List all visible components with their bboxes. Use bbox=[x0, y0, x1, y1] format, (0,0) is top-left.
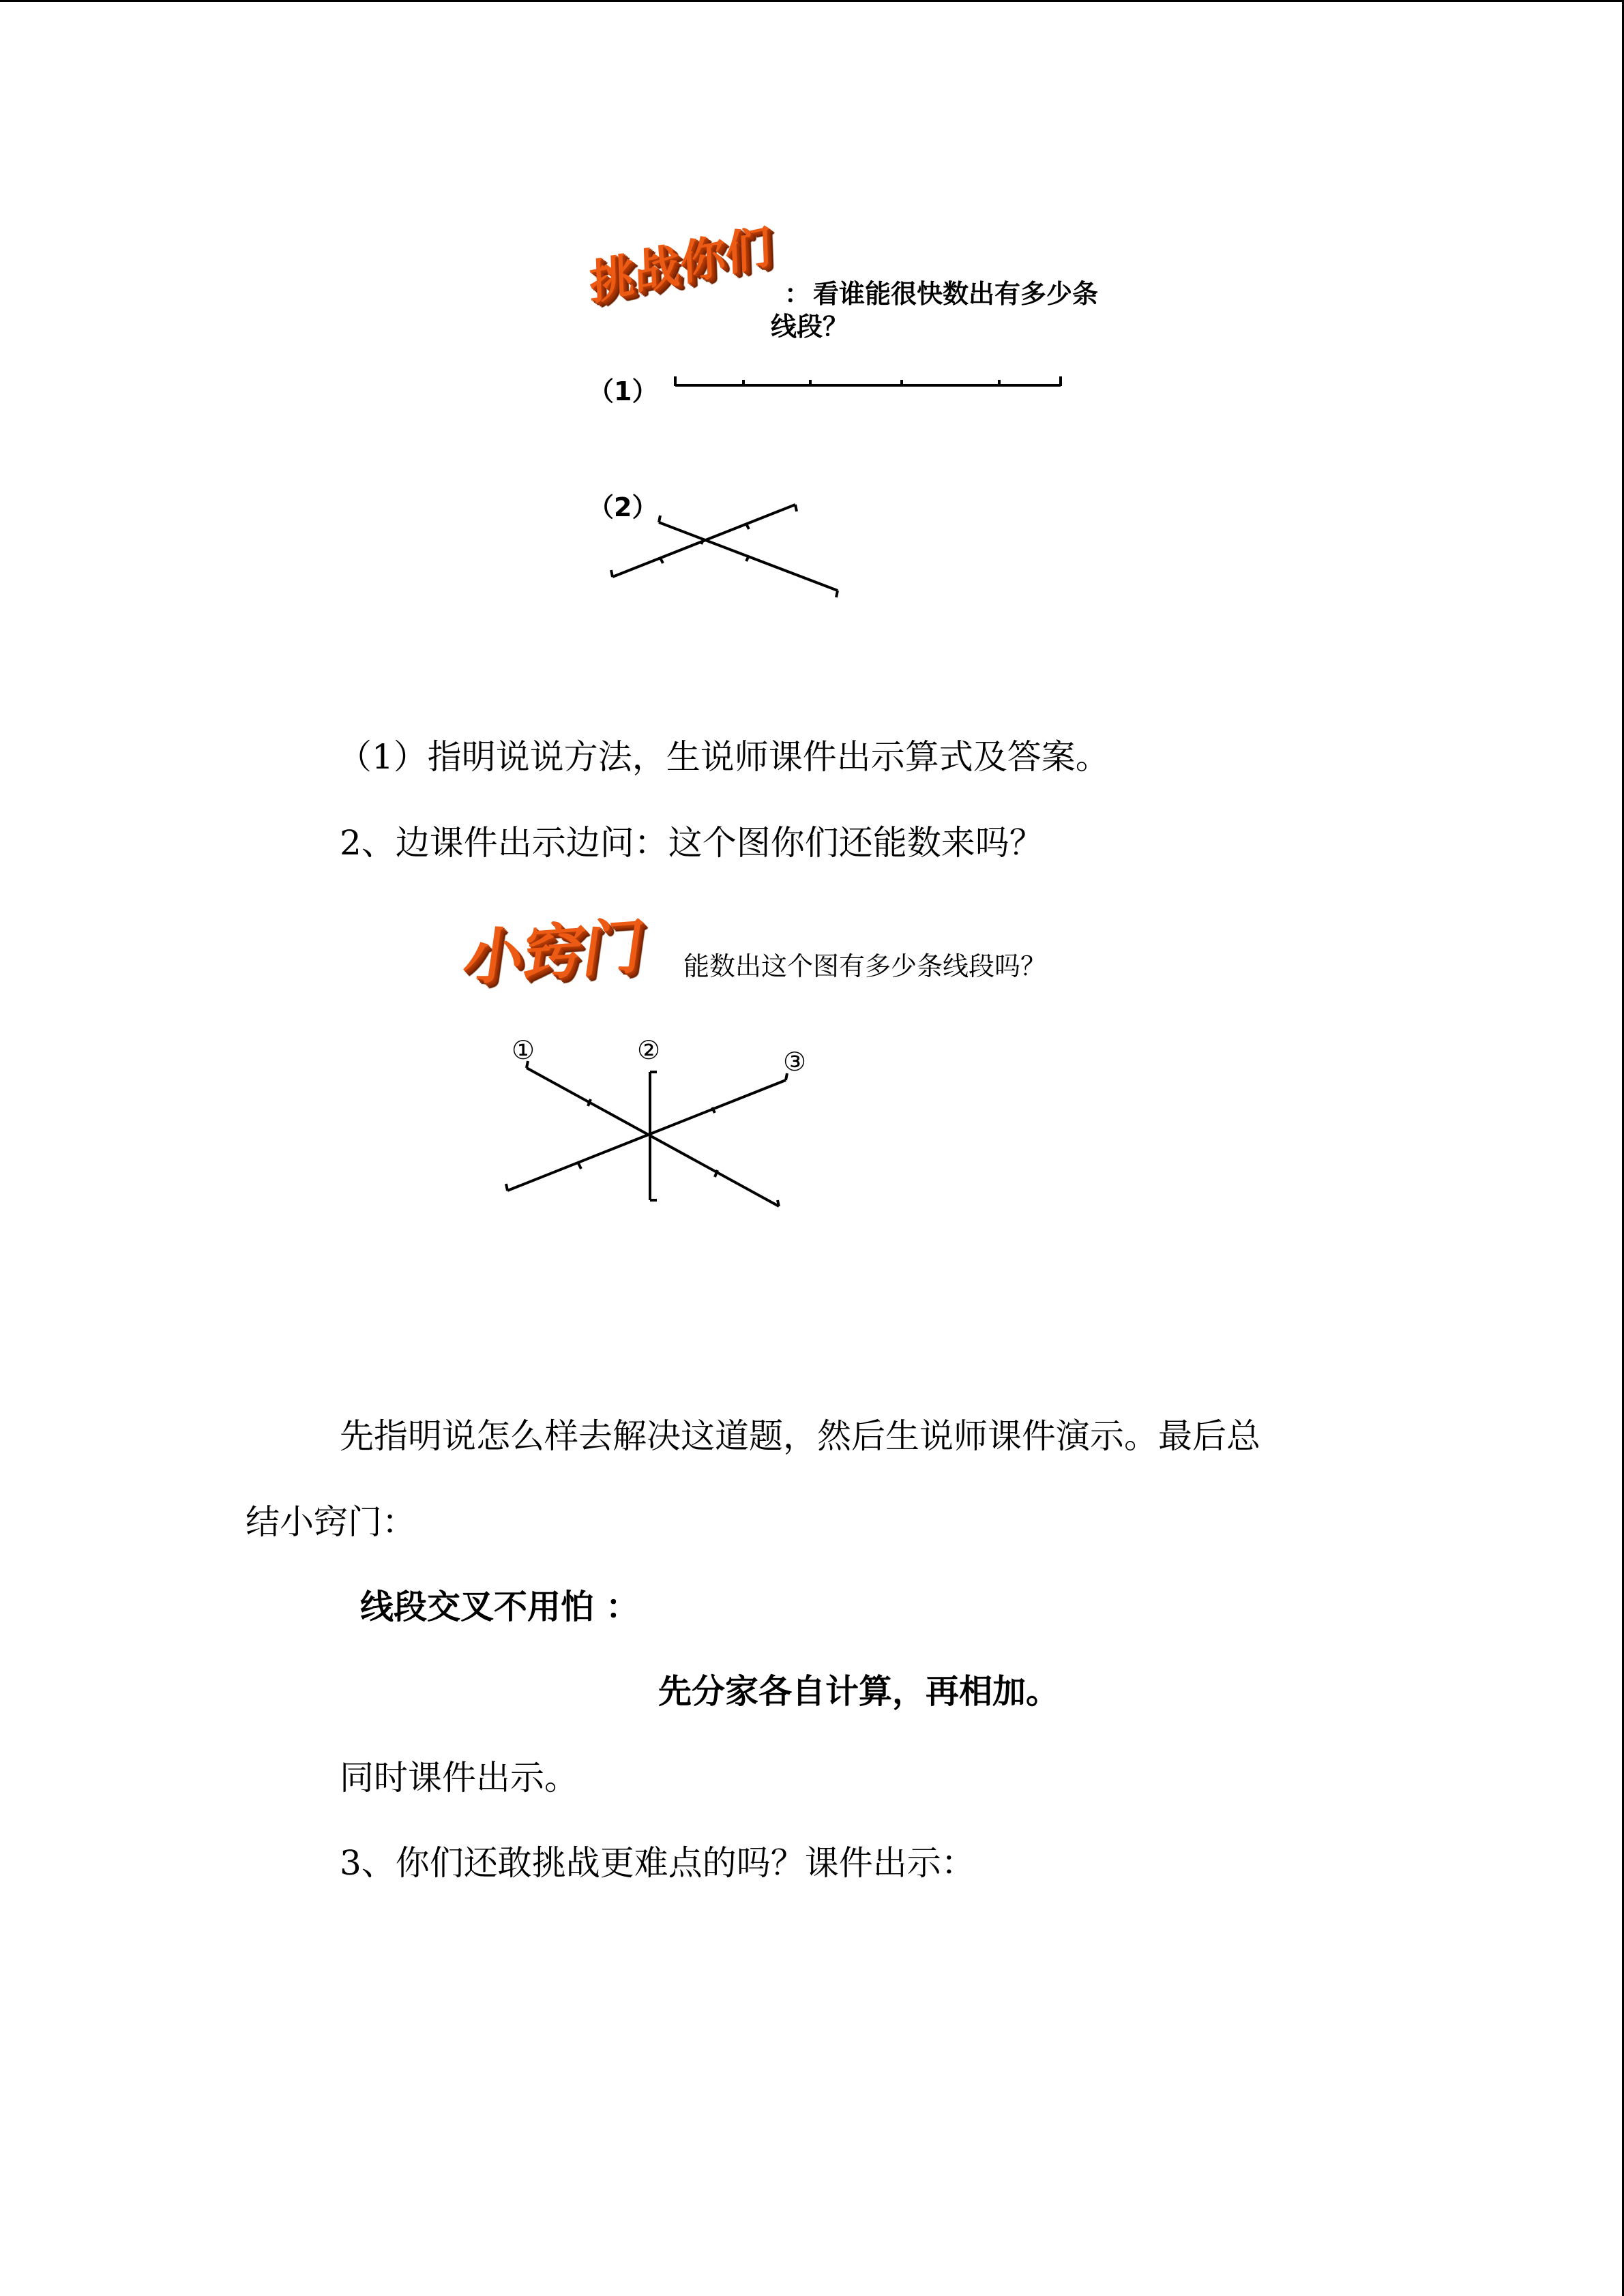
wordart-challenge-title: 挑战你们 bbox=[588, 218, 772, 312]
figure2-label: （2） bbox=[588, 492, 658, 522]
figure2-tick-1 bbox=[660, 558, 663, 563]
figure2-line-b bbox=[659, 522, 838, 591]
figure3-tick-1 bbox=[588, 1099, 591, 1106]
figure3-endcap-3a bbox=[506, 1184, 507, 1191]
figure1-label: （1） bbox=[588, 376, 658, 406]
figure3-tick-2 bbox=[715, 1170, 718, 1177]
challenge-prompt-line1: 看谁能很快数出有多少条 bbox=[813, 279, 1099, 309]
figure3-endcap-1b bbox=[778, 1200, 779, 1206]
figure2-tick-4 bbox=[746, 556, 749, 561]
figure3-line-1 bbox=[527, 1068, 779, 1206]
page-border-top bbox=[0, 0, 1624, 2]
challenge-colon: ： bbox=[784, 279, 811, 309]
figure2-endcap-4 bbox=[836, 591, 838, 597]
rule-line2: 先分家各自计算，再相加。 bbox=[658, 1672, 1060, 1711]
figure2-endcap-2 bbox=[795, 505, 797, 511]
figure2-tick-2 bbox=[746, 524, 749, 529]
line-label-3: ③ bbox=[783, 1047, 807, 1077]
figure3-tick-3 bbox=[578, 1163, 581, 1169]
line-label-2: ② bbox=[637, 1035, 661, 1065]
figure2-tick-3 bbox=[701, 539, 704, 544]
rule-line1: 线段交叉不用怕 ： bbox=[360, 1587, 640, 1626]
challenge-prompt-line2: 线段？ bbox=[771, 312, 849, 342]
paragraph-question: 2、边课件出示边问：这个图你们还能数来吗？ bbox=[340, 823, 1044, 863]
paragraph-harder-challenge: 3、你们还敢挑战更难点的吗？课件出示： bbox=[340, 1843, 975, 1883]
paragraph-explain-line1: 先指明说怎么样去解决这道题，然后生说师课件演示。最后总 bbox=[340, 1416, 1260, 1456]
figure2-endcap-3 bbox=[659, 516, 660, 522]
trick-prompt: 能数出这个图有多少条线段吗？ bbox=[683, 951, 1047, 981]
line-label-1: ① bbox=[512, 1035, 535, 1065]
paragraph-explain-line2: 结小窍门： bbox=[246, 1502, 416, 1542]
figure3-line-3 bbox=[507, 1080, 786, 1191]
figure3-tick-4 bbox=[712, 1107, 715, 1113]
paragraph-courseware: 同时课件出示。 bbox=[340, 1758, 578, 1798]
paragraph-method: （1）指明说说方法，生说师课件出示算式及答案。 bbox=[338, 737, 1110, 777]
wordart-trick-title: 小窍门 bbox=[458, 910, 649, 994]
figure2-endcap-1 bbox=[611, 570, 612, 577]
